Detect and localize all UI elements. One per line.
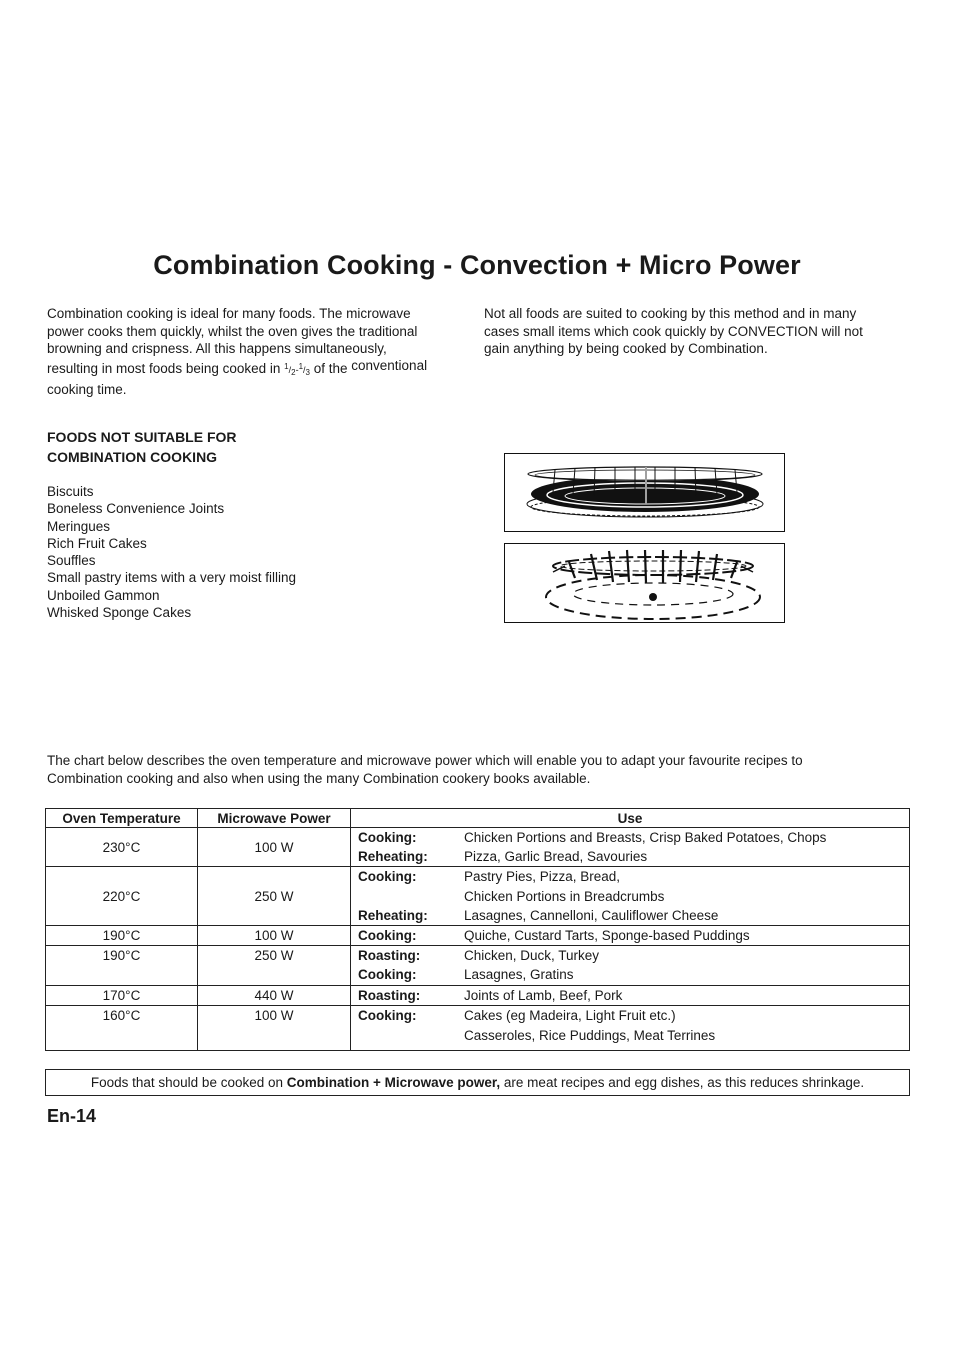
power-cell	[198, 985, 351, 1005]
fraction-numerator: 1	[284, 361, 289, 371]
power-cell	[198, 867, 351, 926]
header-use: Use	[351, 809, 910, 828]
use-label: Cooking:	[358, 869, 417, 885]
intro-left-line: Combination cooking is ideal for many foods. The microwave	[47, 306, 411, 321]
use-cell	[351, 985, 910, 1005]
note-text: Foods that should be cooked on	[90, 1075, 287, 1090]
rack-in-oven-illustration	[504, 543, 785, 623]
power-cell	[198, 1005, 351, 1050]
use-cell	[351, 828, 910, 867]
use-label: Cooking:	[358, 967, 417, 983]
chart-intro-line: Combination cooking and also when using the many Combination cookery books available.	[47, 770, 591, 786]
use-text: Lasagnes, Cannelloni, Cauliflower Cheese	[464, 907, 719, 923]
intro-left-text: of the	[309, 360, 352, 376]
fraction-denominator: 2	[291, 367, 296, 377]
use-label: Reheating:	[358, 907, 428, 923]
table-row	[46, 1005, 910, 1050]
power-value: 100 W	[254, 839, 294, 855]
power-value: 440 W	[254, 987, 294, 1003]
use-text: Chicken, Duck, Turkey	[464, 948, 600, 964]
list-item: Rich Fruit Cakes	[47, 535, 147, 551]
table-row	[46, 925, 910, 945]
intro-right-line: gain anything by being cooked by Combination.	[484, 341, 768, 356]
use-text: Lasagnes, Gratins	[464, 967, 574, 983]
heading-line: COMBINATION COOKING	[47, 449, 218, 465]
header-oven-temperature: Oven Temperature	[46, 809, 198, 828]
fraction-denominator: 3	[305, 367, 310, 377]
use-text: Cakes (eg Madeira, Light Fruit etc.)	[464, 1007, 676, 1023]
power-value: 250 W	[254, 888, 294, 904]
unsuitable-foods-list	[47, 483, 447, 621]
use-text: Chicken Portions in Breadcrumbs	[464, 888, 665, 904]
temperature-value: 230°C	[102, 839, 141, 855]
fraction-dash: -	[295, 364, 299, 375]
rack-dashed-turntable-icon	[505, 544, 784, 622]
note-text: are meat recipes and egg dishes, as this reduces shrinkage.	[500, 1075, 865, 1090]
power-value: 100 W	[254, 928, 294, 944]
intro-left-text: conventional	[351, 357, 428, 373]
intro-left-line: power cooks them quickly, whilst the oven gives the traditional	[47, 323, 418, 339]
fraction: $^1/_2-^1/_3$	[284, 361, 310, 377]
temperature-cell	[46, 946, 198, 985]
use-text: Chicken Portions and Breasts, Crisp Baked Potatoes, Chops	[464, 830, 827, 845]
table-header-row	[46, 809, 910, 828]
intro-left-line: browning and crispness. All this happens simultaneously,	[47, 341, 387, 356]
note-emphasis: Combination + Microwave power,	[286, 1075, 501, 1090]
list-item: Boneless Convenience Joints	[47, 501, 225, 517]
cooking-settings-table	[45, 808, 910, 1051]
use-label	[351, 887, 464, 906]
temperature-value: 190°C	[102, 928, 141, 944]
use-cell	[351, 867, 910, 926]
rack-turntable-icon	[505, 454, 784, 531]
intro-left-text: resulting in most foods being cooked in	[47, 360, 285, 376]
temperature-cell	[46, 925, 198, 945]
power-cell	[198, 828, 351, 867]
use-label: Roasting:	[358, 948, 421, 964]
unsuitable-foods-heading	[47, 427, 447, 467]
intro-left-paragraph	[47, 305, 467, 399]
intro-left-line	[47, 358, 467, 382]
table-row	[46, 828, 910, 867]
temperature-cell	[46, 828, 198, 867]
list-item: Small pastry items with a very moist filling	[47, 570, 297, 586]
list-item: Souffles	[47, 553, 96, 569]
use-label: Cooking:	[358, 830, 417, 845]
use-label: Roasting:	[358, 987, 421, 1003]
use-cell	[351, 946, 910, 985]
temperature-cell	[46, 867, 198, 926]
header-microwave-power: Microwave Power	[198, 809, 351, 828]
temperature-value: 190°C	[102, 948, 141, 964]
temperature-value: 160°C	[102, 1007, 141, 1023]
intro-right-line: Not all foods are suited to cooking by this method and in many	[484, 306, 857, 321]
combination-microwave-note	[45, 1069, 910, 1096]
use-text: Joints of Lamb, Beef, Pork	[464, 987, 623, 1003]
temperature-value: 170°C	[102, 987, 141, 1003]
use-label: Reheating:	[358, 849, 428, 865]
page-number: En-14	[47, 1106, 97, 1126]
use-label: Cooking:	[358, 927, 417, 943]
list-item: Meringues	[47, 518, 111, 534]
use-text: Pastry Pies, Pizza, Bread,	[464, 869, 621, 885]
list-item: Whisked Sponge Cakes	[47, 605, 192, 621]
power-cell	[198, 925, 351, 945]
use-cell	[351, 1005, 910, 1050]
chart-intro-paragraph	[47, 752, 907, 787]
temperature-value: 220°C	[102, 888, 141, 904]
power-value: 250 W	[254, 948, 294, 964]
use-cell	[351, 925, 910, 945]
table-row	[46, 946, 910, 985]
use-text: Quiche, Custard Tarts, Sponge-based Puddings	[464, 927, 750, 943]
power-value: 100 W	[254, 1007, 294, 1023]
page-title: Combination Cooking - Convection + Micro Power	[153, 250, 801, 280]
heading-line: FOODS NOT SUITABLE FOR	[47, 429, 237, 445]
table-row	[46, 985, 910, 1005]
table-row	[46, 867, 910, 926]
use-text: Casseroles, Rice Puddings, Meat Terrines	[464, 1027, 716, 1043]
use-text: Pizza, Garlic Bread, Savouries	[464, 849, 648, 865]
temperature-cell	[46, 1005, 198, 1050]
list-item: Unboiled Gammon	[47, 587, 160, 603]
intro-left-line: cooking time.	[47, 382, 127, 397]
intro-right-paragraph	[484, 305, 904, 358]
power-cell	[198, 946, 351, 985]
use-label	[351, 1025, 464, 1046]
use-label: Cooking:	[358, 1007, 417, 1023]
intro-right-line: cases small items which cook quickly by CONVECTION will not	[484, 323, 863, 339]
rack-on-turntable-illustration	[504, 453, 785, 532]
list-item: Biscuits	[47, 484, 94, 499]
fraction-numerator: 1	[298, 361, 304, 371]
chart-intro-line: The chart below describes the oven temperature and microwave power which will enable you to adapt your favourite recipes to	[47, 753, 803, 768]
temperature-cell	[46, 985, 198, 1005]
